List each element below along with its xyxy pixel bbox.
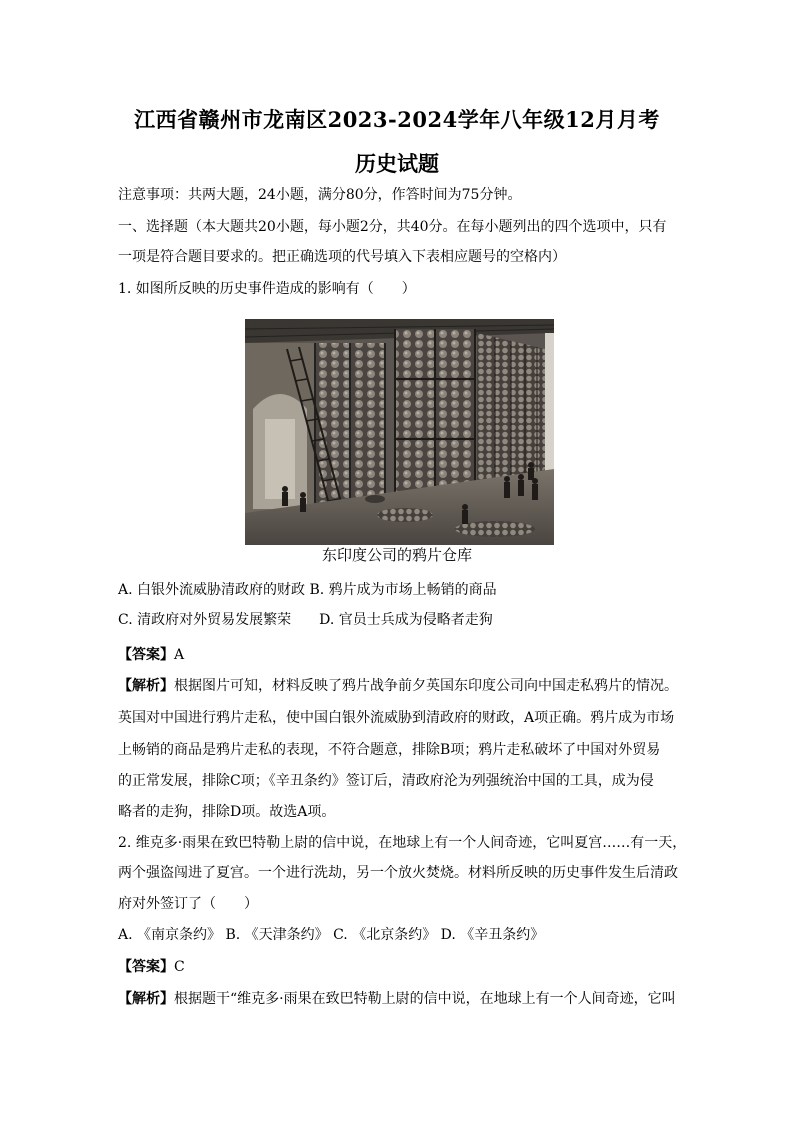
question1-analysis-line2: 英国对中国进行鸦片走私，使中国白银外流威胁到清政府的财政，A项正确。鸦片成为市场 [118,710,675,726]
question2-analysis-line1 [118,984,682,1014]
exam-title: 江西省赣州市龙南区2023-2024学年八年级12月月考 [134,107,660,132]
answer-label: 【答案】 [118,647,174,663]
question2-stem-line2: 两个强盗闯进了夏宫。一个进行洗劫，另一个放火焚烧。材料所反映的历史事件发生后清政 [118,865,678,881]
section1-instructions-line2: 一项是符合题目要求的。把正确选项的代号填入下表相应题号的空格内） [118,249,566,265]
question1-analysis-line4: 的正常发展，排除C项；《辛丑条约》签订后，清政府沦为列强统治中国的工具，成为侵 [118,773,654,789]
answer-value: A [174,647,185,663]
analysis-text: 根据题干“维克多·雨果在致巴特勒上尉的信中说，在地球上有一个人间奇迹，它叫 [174,991,676,1007]
analysis-text: 根据图片可知，材料反映了鸦片战争前夕英国东印度公司向中国走私鸦片的情况。 [174,678,678,694]
question1-options-ab: A. 白银外流威胁清政府的财政 B. 鸦片成为市场上畅销的商品 [118,582,497,598]
answer-label: 【答案】 [118,959,174,975]
figure-caption: 东印度公司的鸦片仓库 [321,546,472,564]
answer-value: C [174,959,185,975]
question1-options-cd: C. 清政府对外贸易发展繁荣 D. 官员士兵成为侵略者走狗 [118,612,493,628]
analysis-label: 【解析】 [118,678,174,694]
question1-answer [118,640,682,670]
question2-stem-line1: 2. 维克多·雨果在致巴特勒上尉的信中说，在地球上有一个人间奇迹，它叫夏宫……有一天， [118,835,687,851]
question1-analysis-line3: 上畅销的商品是鸦片走私的表现，不符合题意，排除B项；鸦片走私破坏了中国对外贸易 [118,742,661,758]
question1-analysis-line1 [118,671,682,701]
question2-stem-line3: 府对外签订了（ ） [118,896,258,912]
question1-stem: 1. 如图所反映的历史事件造成的影响有（ ） [118,281,416,297]
question2-answer [118,952,682,982]
exam-subtitle: 历史试题 [355,151,439,176]
section1-instructions-line1: 一、选择题（本大题共20小题，每小题2分，共40分。在每小题列出的四个选项中，只有 [118,219,667,235]
question1-analysis-line5: 略者的走狗，排除D项。故选A项。 [118,804,336,820]
analysis-label: 【解析】 [118,991,174,1007]
question2-options: A. 《南京条约》 B. 《天津条约》 C. 《北京条约》 D. 《辛丑条约》 [118,927,545,943]
opium-warehouse-illustration [245,319,554,545]
notice-text: 注意事项：共两大题，24小题，满分80分，作答时间为75分钟。 [118,187,522,203]
